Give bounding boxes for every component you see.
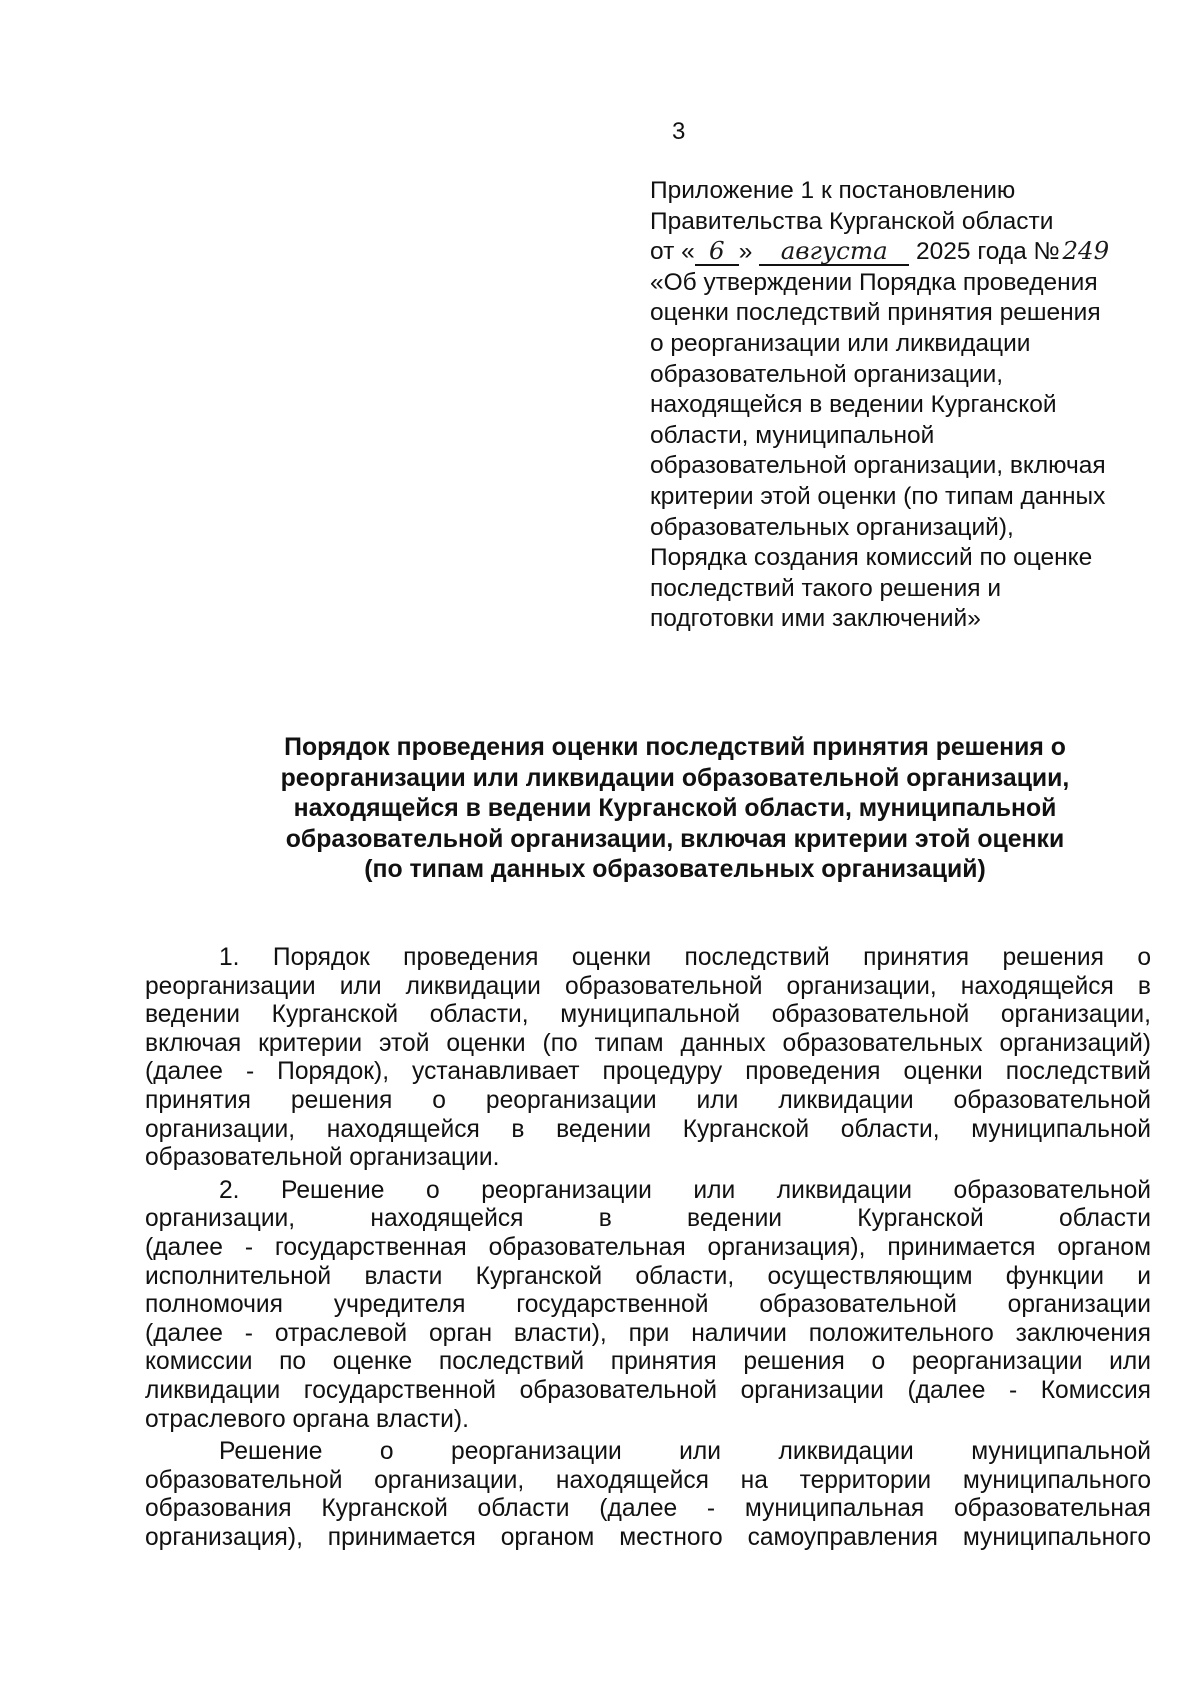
document-body [145, 944, 1151, 1552]
appendix-title-line: образовательной организации, [650, 360, 1004, 388]
page-number: 3 [672, 118, 686, 145]
body-line: организация), принимается органом местного самоуправления муниципального [145, 1523, 1151, 1551]
appendix-title-line: находящейся в ведении Курганской [650, 391, 1057, 419]
handwritten-doc-number: 249 [1062, 236, 1110, 266]
body-line: отраслевого органа власти). [145, 1405, 469, 1433]
body-line: (далее - государственная образовательная организация), принимается органом [145, 1233, 1151, 1261]
body-line: реорганизации или ликвидации образовательной организации, находящейся в [145, 972, 1151, 1000]
body-line: Решение о реорганизации или ликвидации муниципальной [219, 1438, 1151, 1466]
appendix-date-line [650, 237, 1150, 268]
body-line: организации, находящейся в ведении Курганской области [145, 1205, 1151, 1233]
appendix-title-line: критерии этой оценки (по типам данных [650, 482, 1106, 510]
body-line: организации, находящейся в ведении Курганской области, муниципальной [145, 1115, 1151, 1143]
appendix-title-line: образовательных организаций), [650, 513, 1014, 541]
heading-line: Порядок проведения оценки последствий принятия решения о [284, 734, 1066, 761]
body-line: 2. Решение о реорганизации или ликвидации образовательной [219, 1176, 1151, 1204]
paragraph-3 [145, 1438, 1151, 1552]
body-line: комиссии по оценке последствий принятия решения о реорганизации или [145, 1348, 1151, 1376]
appendix-block [650, 176, 1150, 635]
body-line: 1. Порядок проведения оценки последствий принятия решения о [219, 944, 1151, 971]
heading-line: реорганизации или ликвидации образовательной организации, [280, 764, 1070, 792]
date-prefix: от « [650, 238, 695, 266]
appendix-title-line: «Об утверждении Порядка проведения [650, 268, 1098, 296]
body-line: (далее - отраслевой орган власти), при наличии положительного заключения [145, 1319, 1151, 1347]
date-suffix: 2025 года № [916, 238, 1060, 266]
body-line: ведении Курганской области, муниципальной образовательной организации, [145, 1001, 1151, 1029]
appendix-title-line: области, муниципальной [650, 421, 935, 449]
body-line: ликвидации государственной образовательной организации (далее - Комиссия [145, 1376, 1151, 1404]
heading-line: образовательной организации, включая критерии этой оценки [285, 825, 1065, 853]
heading-line: (по типам данных образовательных организаций) [364, 856, 986, 884]
body-line: (далее - Порядок), устанавливает процедуру проведения оценки последствий [145, 1058, 1151, 1086]
appendix-title-line: подготовки ими заключений» [650, 605, 981, 633]
appendix-line: Приложение 1 к постановлению [650, 177, 1016, 204]
body-line: образования Курганской области (далее - муниципальная образовательная [145, 1495, 1151, 1523]
body-line: образовательной организации. [145, 1144, 500, 1172]
appendix-title-line: оценки последствий принятия решения [650, 299, 1101, 327]
document-heading [140, 733, 1200, 886]
handwritten-month: августа [759, 238, 909, 266]
date-mid: » [738, 238, 753, 266]
body-line: включая критерии этой оценки (по типам данных образовательных организаций) [145, 1029, 1151, 1057]
appendix-title-line: образовательной организации, включая [650, 452, 1106, 480]
appendix-title-line: о реорганизации или ликвидации [650, 329, 1031, 357]
paragraph-1 [145, 944, 1151, 1173]
handwritten-day: 6 [695, 238, 739, 266]
appendix-line: Правительства Курганской области [650, 207, 1054, 235]
paragraph-2 [145, 1177, 1151, 1434]
appendix-title-line: Порядка создания комиссий по оценке [650, 544, 1093, 572]
body-line: принятия решения о реорганизации или ликвидации образовательной [145, 1086, 1151, 1114]
body-line: полномочия учредителя государственной образовательной организации [145, 1291, 1151, 1319]
body-line: исполнительной власти Курганской области, осуществляющим функции и [145, 1262, 1151, 1290]
body-line: образовательной организации, находящейся на территории муниципального [145, 1466, 1151, 1494]
heading-line: находящейся в ведении Курганской области, муниципальной [293, 795, 1057, 823]
appendix-title-line: последствий такого решения и [650, 574, 1002, 602]
